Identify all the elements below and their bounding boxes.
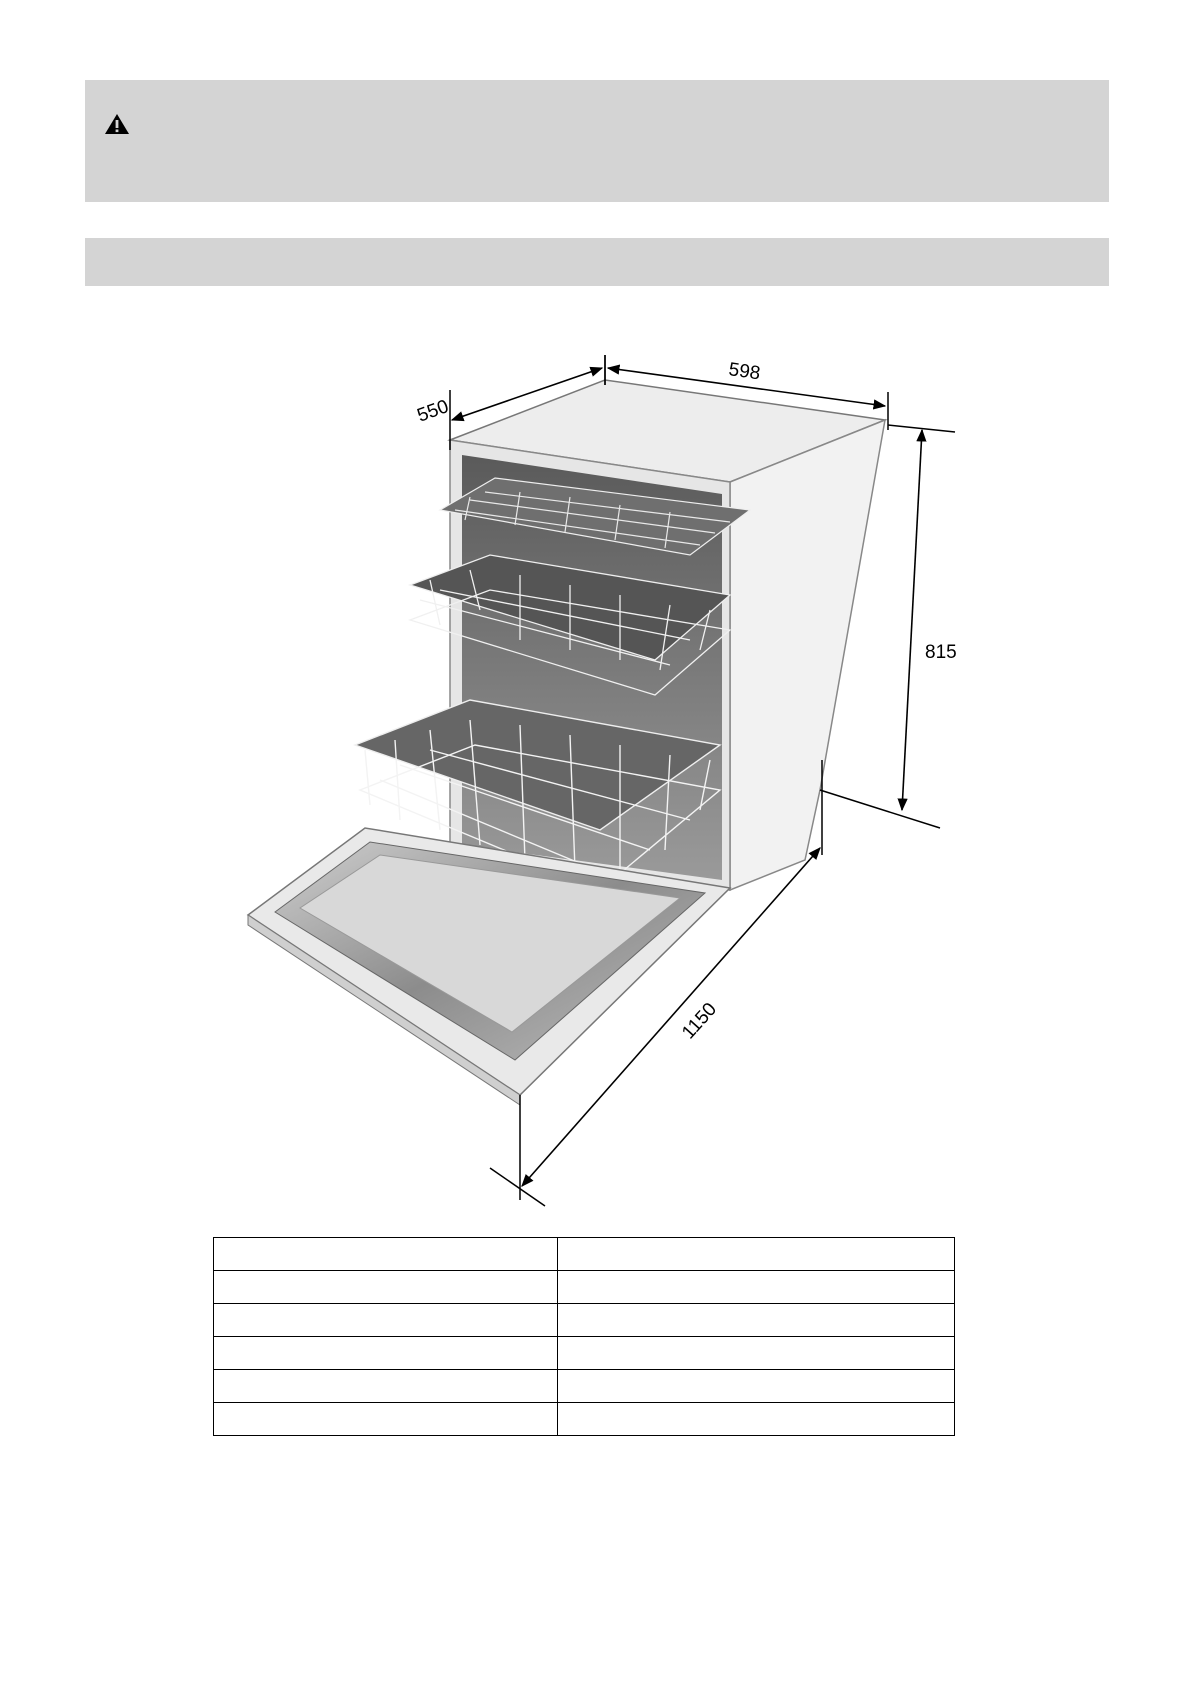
section-heading-bar (85, 238, 1109, 286)
table-cell (558, 1337, 955, 1370)
warning-triangle-icon (104, 113, 130, 135)
door-open-label: 1150 (678, 998, 722, 1044)
table-cell (558, 1238, 955, 1271)
table-row (214, 1304, 955, 1337)
table-row (214, 1337, 955, 1370)
table-row (214, 1271, 955, 1304)
table-row (214, 1238, 955, 1271)
depth-label: 550 (414, 396, 452, 427)
spec-table (213, 1237, 955, 1436)
table-row (214, 1370, 955, 1403)
dishwasher-dimension-figure (0, 330, 1191, 1210)
table-cell (558, 1403, 955, 1436)
table-cell (214, 1370, 558, 1403)
table-row (214, 1403, 955, 1436)
table-cell (558, 1304, 955, 1337)
table-cell (214, 1271, 558, 1304)
table-cell (558, 1370, 955, 1403)
warning-box (85, 80, 1109, 202)
table-cell (214, 1238, 558, 1271)
height-label: 815 (925, 642, 957, 663)
table-cell (214, 1403, 558, 1436)
table-cell (214, 1304, 558, 1337)
width-label: 598 (727, 359, 762, 385)
table-cell (214, 1337, 558, 1370)
table-cell (558, 1271, 955, 1304)
